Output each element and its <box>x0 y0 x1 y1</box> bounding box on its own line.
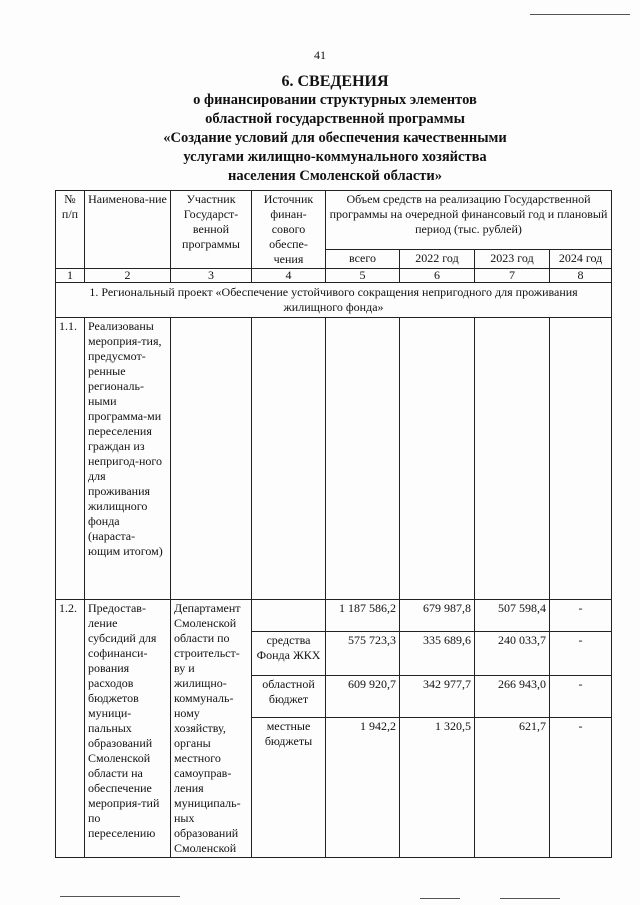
column-number: 4 <box>252 269 326 283</box>
column-number: 7 <box>475 269 550 283</box>
header-total: всего <box>326 250 400 269</box>
row-participant: Департамент Смоленской области по строительст-ву и жилищно-коммуналь-ному хозяйству, органы местного самоуправ-ления муниципаль-ных образований Смоленской <box>171 600 252 858</box>
column-number: 1 <box>56 269 85 283</box>
section-title: 1. Региональный проект «Обеспечение устойчивого сокращения непригодного для проживания жилищного фонда» <box>56 283 612 318</box>
value-2024: - <box>550 717 612 857</box>
scan-line-bottom <box>60 896 180 897</box>
source-cell: местные бюджеты <box>252 717 326 857</box>
row-total <box>326 318 400 600</box>
column-number: 6 <box>400 269 475 283</box>
header-2024: 2024 год <box>550 250 612 269</box>
document-title <box>60 72 610 186</box>
header-name: Наименова-ние <box>85 191 171 269</box>
value-2023: 266 943,0 <box>475 675 550 717</box>
header-volume: Объем средств на реализацию Государственной программы на очередной финансовый год и плановый период (тыс. рублей) <box>326 191 612 250</box>
column-number: 8 <box>550 269 612 283</box>
scan-line-bottom-3 <box>500 898 560 899</box>
value-2023: 621,7 <box>475 717 550 857</box>
column-number: 3 <box>171 269 252 283</box>
source-cell <box>252 600 326 632</box>
value-2024: - <box>550 675 612 717</box>
value-total: 575 723,3 <box>326 632 400 676</box>
scan-line-top <box>530 14 630 15</box>
value-2023: 240 033,7 <box>475 632 550 676</box>
header-2022: 2022 год <box>400 250 475 269</box>
value-2024: - <box>550 632 612 676</box>
title-line: о финансировании структурных элементов <box>193 92 477 108</box>
value-2022: 1 320,5 <box>400 717 475 857</box>
source-cell: средства Фонда ЖКХ <box>252 632 326 676</box>
title-line: областной государственной программы <box>205 111 465 127</box>
title-line: «Создание условий для обеспечения качественными <box>163 130 507 146</box>
row-participant <box>171 318 252 600</box>
source-cell: областной бюджет <box>252 675 326 717</box>
value-2022: 335 689,6 <box>400 632 475 676</box>
row-number: 1.2. <box>56 600 85 858</box>
value-total: 1 942,2 <box>326 717 400 857</box>
value-total: 1 187 586,2 <box>326 600 400 632</box>
title-line: услугами жилищно-коммунального хозяйства <box>183 149 487 165</box>
row-number: 1.1. <box>56 318 85 600</box>
page-number: 41 <box>314 48 326 62</box>
value-2024: - <box>550 600 612 632</box>
header-source: Источник финан-сового обеспе-чения <box>252 191 326 269</box>
row-name: Предостав-ление субсидий для софинанси-рования расходов бюджетов муници-пальных образований Смоленской области на обеспечение мероприя-тий по переселению <box>85 600 171 858</box>
value-total: 609 920,7 <box>326 675 400 717</box>
row-2024 <box>550 318 612 600</box>
scan-line-bottom-2 <box>420 898 460 899</box>
title-line: населения Смоленской области» <box>227 168 443 184</box>
table-row <box>56 318 612 600</box>
value-2023: 507 598,4 <box>475 600 550 632</box>
value-2022: 679 987,8 <box>400 600 475 632</box>
column-number: 5 <box>326 269 400 283</box>
header-2023: 2023 год <box>475 250 550 269</box>
header-num: № п/п <box>56 191 85 269</box>
title-heading: 6. СВЕДЕНИЯ <box>281 73 389 90</box>
row-name: Реализованы мероприя-тия, предусмот-ренные региональ-ными программа-ми переселения граждан из непригод-ного для проживания жилищного фонда (нараста-ющим итогом) <box>85 318 171 600</box>
row-2022 <box>400 318 475 600</box>
value-2022: 342 977,7 <box>400 675 475 717</box>
table-row <box>56 600 612 632</box>
row-2023 <box>475 318 550 600</box>
header-participant: Участник Государст-венной программы <box>171 191 252 269</box>
column-number: 2 <box>85 269 171 283</box>
financing-table <box>55 190 611 858</box>
row-source <box>252 318 326 600</box>
